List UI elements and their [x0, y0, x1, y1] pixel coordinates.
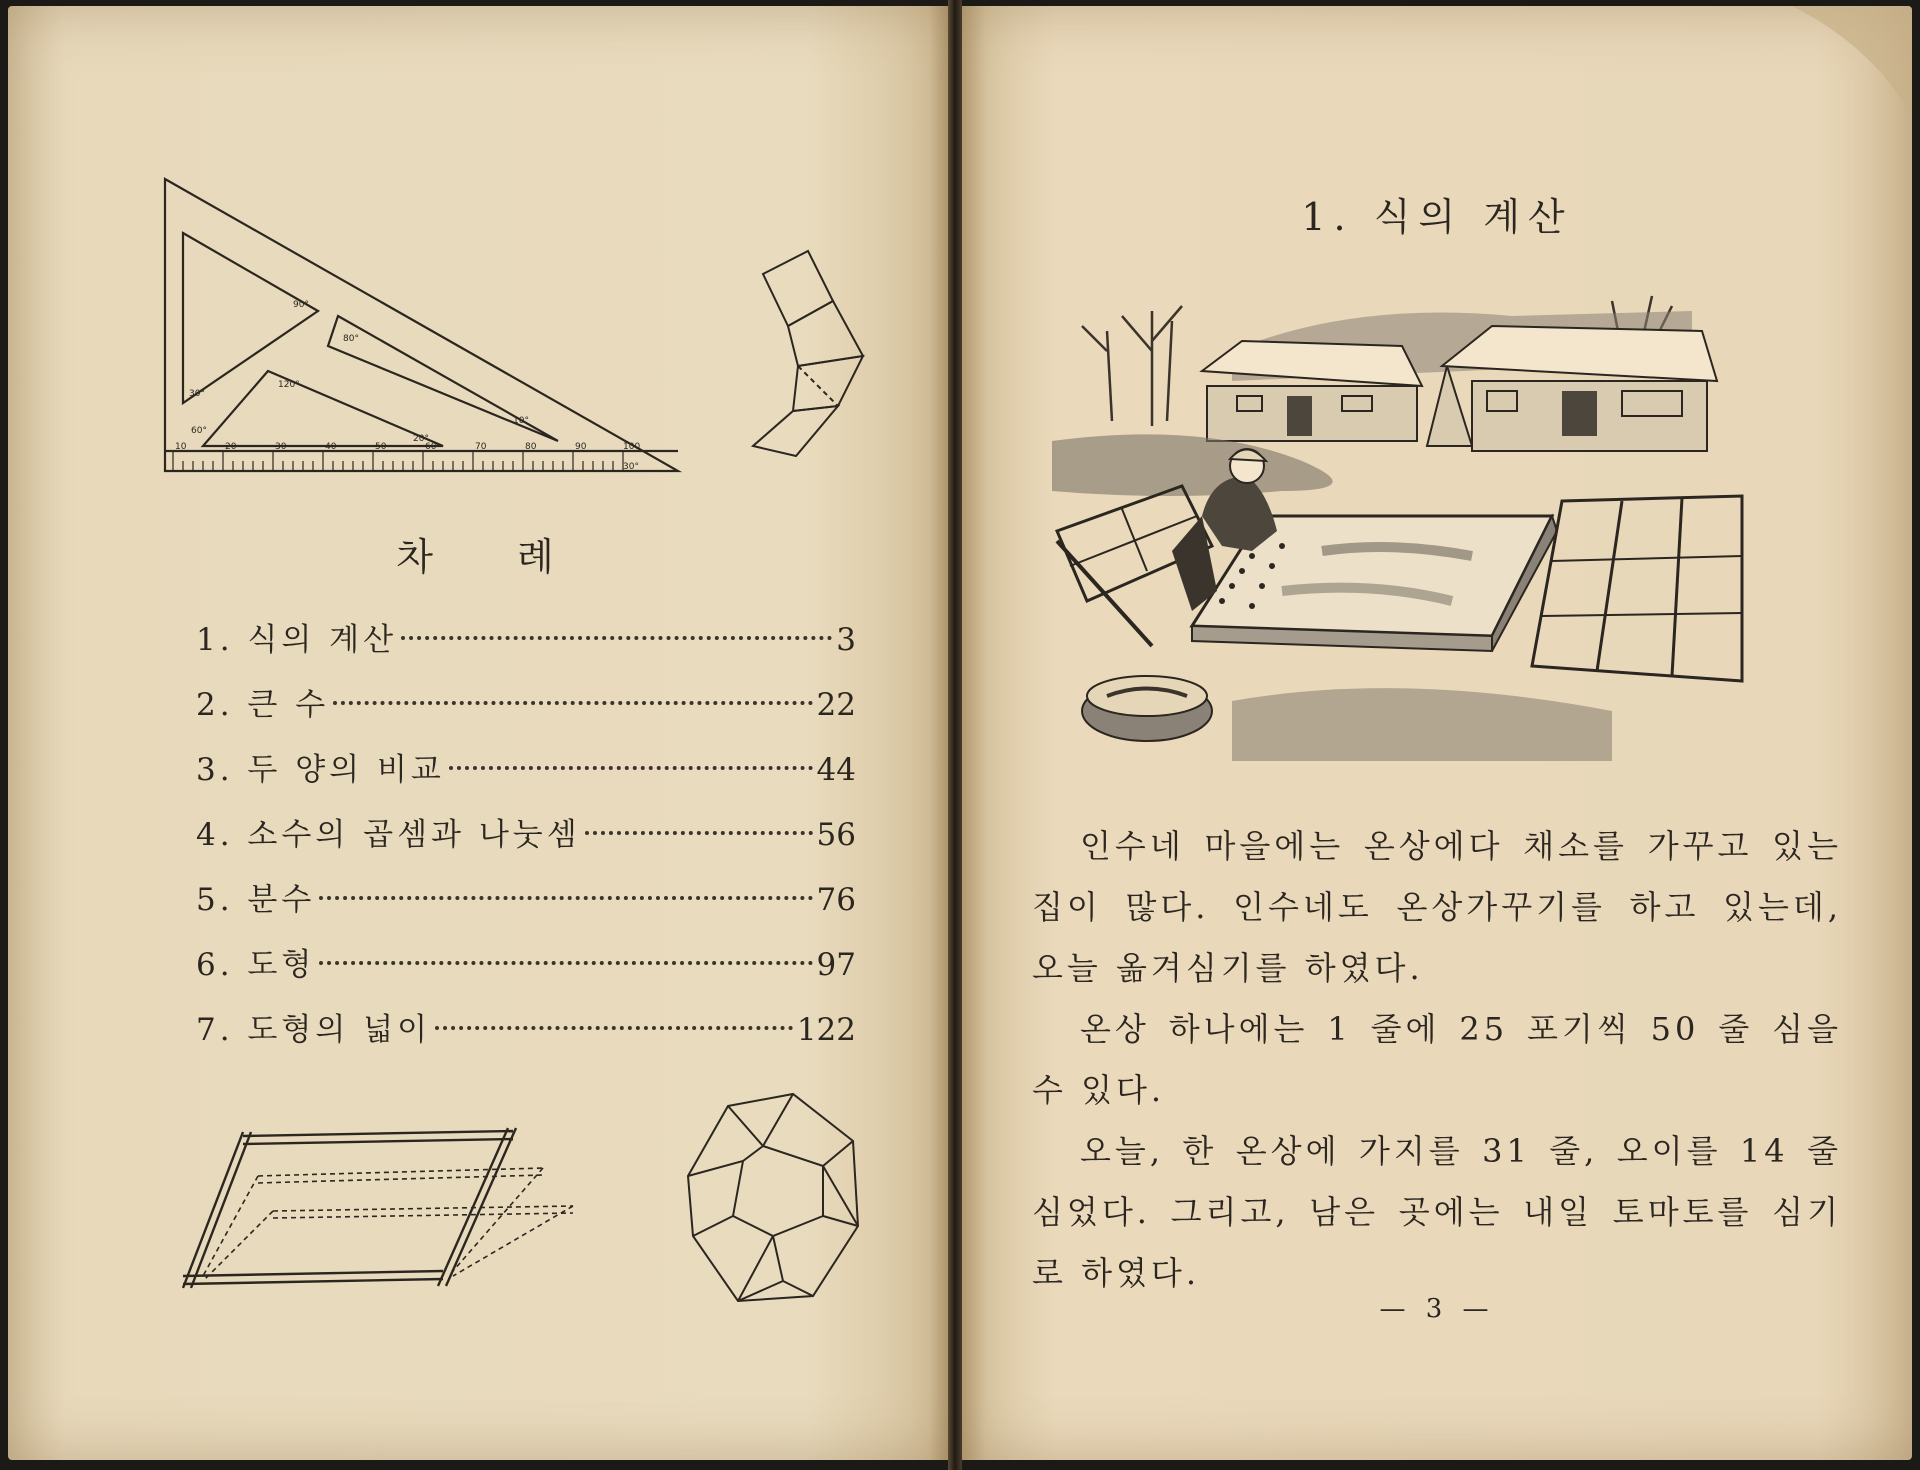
dot-leader: [449, 766, 813, 770]
set-squares-illustration: [153, 171, 683, 481]
ruler-label: 90: [575, 442, 587, 452]
angle-label: 80°: [343, 334, 359, 344]
toc-entry-page: 76: [816, 882, 856, 918]
ruler-label: 30: [275, 442, 287, 452]
left-page: [8, 6, 948, 1460]
angle-label: 120°: [278, 380, 300, 390]
polyhedron-net-illustration: [683, 1086, 893, 1316]
angle-label: 30°: [623, 462, 639, 472]
paragraph: 인수네 마을에는 온상에다 채소를 가꾸고 있는 집이 많다. 인수네도 온상가꾸기를 하고 있는데, 오늘 옮겨심기를 하였다.: [1032, 827, 1842, 987]
dot-leader: [319, 896, 812, 900]
toc-entry-label: 7. 도형의 넓이: [196, 1012, 432, 1048]
toc-entry[interactable]: [196, 809, 856, 874]
toc-entry[interactable]: [196, 744, 856, 809]
ruler-label: 20: [225, 442, 237, 452]
cube-net-illustration: [748, 246, 878, 476]
dot-leader: [435, 1026, 793, 1030]
table-of-contents: [196, 614, 856, 1069]
ruler-label: 70: [475, 442, 487, 452]
angle-label: 60°: [191, 426, 207, 436]
toc-entry[interactable]: [196, 679, 856, 744]
dot-leader: [333, 701, 812, 705]
right-page: [962, 6, 1912, 1460]
paragraph: 온상 하나에는 1 줄에 25 포기씩 50 줄 심을 수 있다.: [1032, 1010, 1842, 1109]
angle-label: 10°: [513, 416, 529, 426]
toc-entry-label: 6. 도형: [196, 947, 316, 983]
toc-entry[interactable]: [196, 939, 856, 1004]
toc-entry[interactable]: [196, 1004, 856, 1069]
toc-entry-label: 5. 분수: [196, 882, 316, 918]
dot-leader: [401, 636, 832, 640]
toc-entry-page: 122: [796, 1012, 856, 1048]
dot-leader: [585, 831, 813, 835]
angle-label: 20°: [413, 434, 429, 444]
toc-entry-page: 56: [816, 817, 856, 853]
ruler-label: 100: [623, 442, 641, 452]
toc-entry-label: 3. 두 양의 비교: [196, 752, 445, 788]
toc-entry[interactable]: [196, 614, 856, 679]
toc-entry-page: 22: [816, 687, 856, 723]
angle-label: 30°: [189, 389, 205, 399]
toc-entry[interactable]: [196, 874, 856, 939]
ruler-label: 10: [175, 442, 187, 452]
toc-entry-page: 44: [816, 752, 856, 788]
village-hotbed-illustration: [1052, 291, 1752, 761]
toc-entry-page: 3: [836, 622, 856, 658]
ruler-label: 40: [325, 442, 337, 452]
toc-title: 차 례: [396, 535, 590, 579]
body-text: [1032, 816, 1842, 1304]
toc-entry-page: 97: [816, 947, 856, 983]
angle-label: 90°: [293, 300, 309, 310]
folding-frame-illustration: [173, 1116, 593, 1296]
page-number: — 3 —: [1379, 1294, 1495, 1324]
ruler-label: 60: [425, 442, 437, 452]
toc-entry-label: 2. 큰 수: [196, 687, 330, 723]
paragraph: 오늘, 한 온상에 가지를 31 줄, 오이를 14 줄 심었다. 그리고, 남은 곳에는 내일 토마토를 심기로 하였다.: [1032, 1132, 1842, 1292]
book-gutter: [948, 0, 962, 1470]
ruler-label: 80: [525, 442, 537, 452]
toc-entry-label: 1. 식의 계산: [196, 622, 398, 658]
chapter-title: 1. 식의 계산: [1301, 195, 1573, 239]
ruler-label: 50: [375, 442, 387, 452]
page-corner-fold: [1792, 6, 1912, 116]
dot-leader: [319, 961, 812, 965]
toc-entry-label: 4. 소수의 곱셈과 나눗셈: [196, 817, 581, 853]
